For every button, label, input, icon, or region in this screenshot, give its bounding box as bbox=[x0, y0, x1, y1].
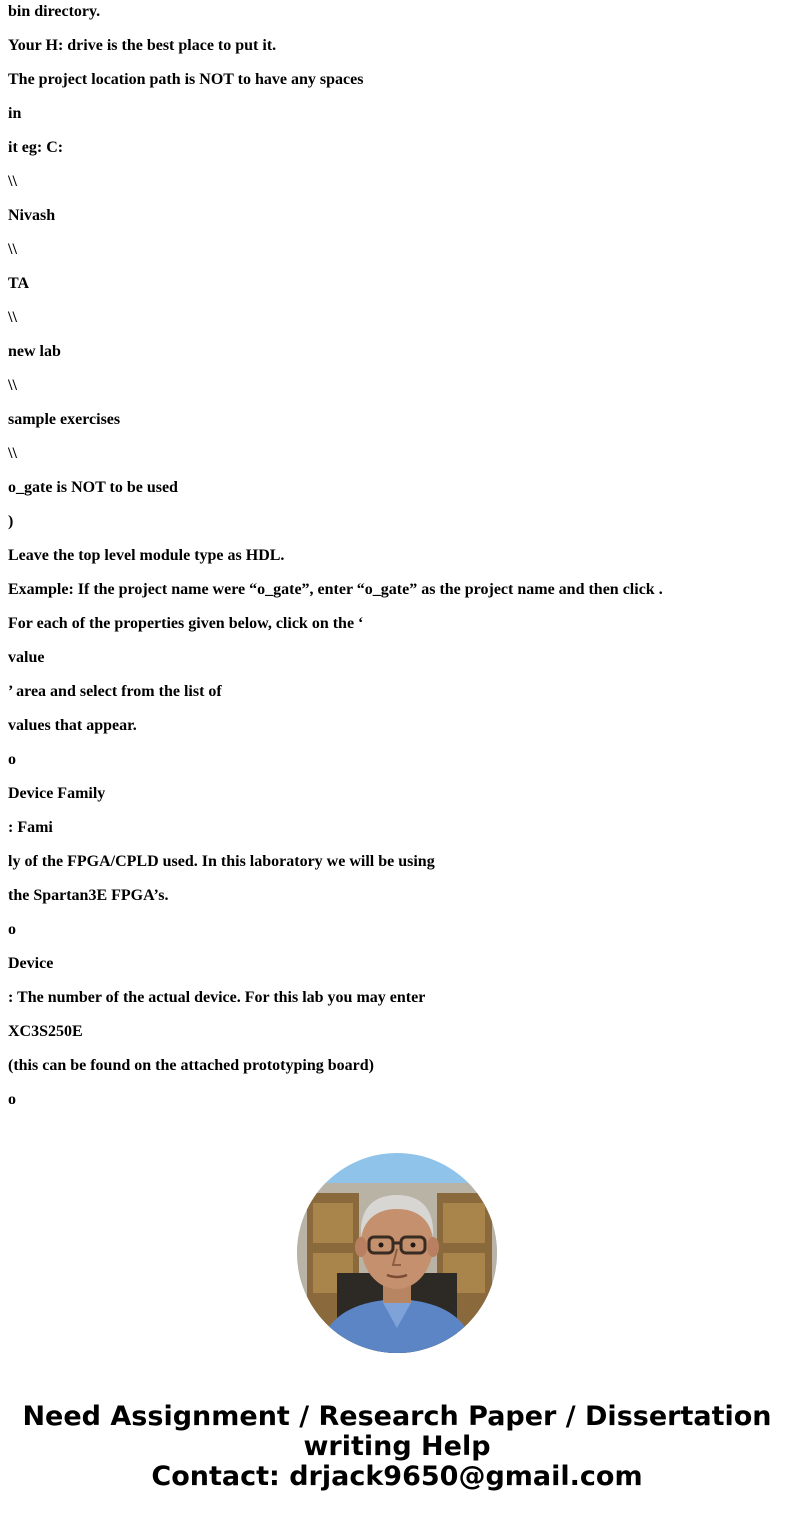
contact-banner bbox=[0, 1402, 794, 1492]
doc-line: Device Family bbox=[8, 785, 106, 802]
doc-line: it eg: C: bbox=[8, 139, 64, 156]
doc-line: The project location path is NOT to have any spaces bbox=[8, 71, 364, 88]
doc-line: Leave the top level module type as HDL. bbox=[8, 547, 285, 564]
doc-line: o bbox=[8, 751, 16, 768]
doc-line: ly of the FPGA/CPLD used. In this laboratory we will be using bbox=[8, 853, 435, 870]
banner-headline: Need Assignment / Research Paper / Dissertation bbox=[22, 1401, 772, 1432]
doc-line: o bbox=[8, 921, 16, 938]
doc-line: o_gate is NOT to be used bbox=[8, 479, 178, 496]
document-body bbox=[8, 0, 788, 1122]
doc-line: bin directory. bbox=[8, 3, 101, 20]
doc-line: the Spartan3E FPGA’s. bbox=[8, 887, 169, 904]
doc-line: TA bbox=[8, 275, 30, 292]
doc-line: Your H: drive is the best place to put it. bbox=[8, 37, 277, 54]
doc-line: values that appear. bbox=[8, 717, 137, 734]
doc-line: For each of the properties given below, click on the ‘ bbox=[8, 615, 364, 632]
doc-line: XC3S250E bbox=[8, 1023, 83, 1040]
doc-line: in bbox=[8, 105, 22, 122]
author-photo bbox=[297, 1153, 497, 1353]
doc-line: value bbox=[8, 649, 45, 666]
doc-line: new lab bbox=[8, 343, 61, 360]
doc-line: \\ bbox=[8, 377, 17, 394]
doc-line: \\ bbox=[8, 445, 17, 462]
doc-line: Example: If the project name were “o_gate”, enter “o_gate” as the project name and then click . bbox=[8, 581, 663, 598]
doc-line: \\ bbox=[8, 309, 17, 326]
doc-line: Device bbox=[8, 955, 54, 972]
doc-line: sample exercises bbox=[8, 411, 121, 428]
doc-line: \\ bbox=[8, 173, 17, 190]
banner-subline: writing Help bbox=[303, 1431, 491, 1462]
portrait-illustration bbox=[297, 1153, 497, 1353]
doc-line: Nivash bbox=[8, 207, 56, 224]
doc-line: ) bbox=[8, 513, 14, 530]
doc-line: \\ bbox=[8, 241, 17, 258]
doc-line: : The number of the actual device. For this lab you may enter bbox=[8, 989, 426, 1006]
doc-line: ’ area and select from the list of bbox=[8, 683, 222, 700]
doc-line: : Fami bbox=[8, 819, 53, 836]
doc-line: o bbox=[8, 1091, 16, 1108]
doc-line: (this can be found on the attached prototyping board) bbox=[8, 1057, 374, 1074]
banner-contact[interactable]: Contact: drjack9650@gmail.com bbox=[151, 1461, 643, 1492]
